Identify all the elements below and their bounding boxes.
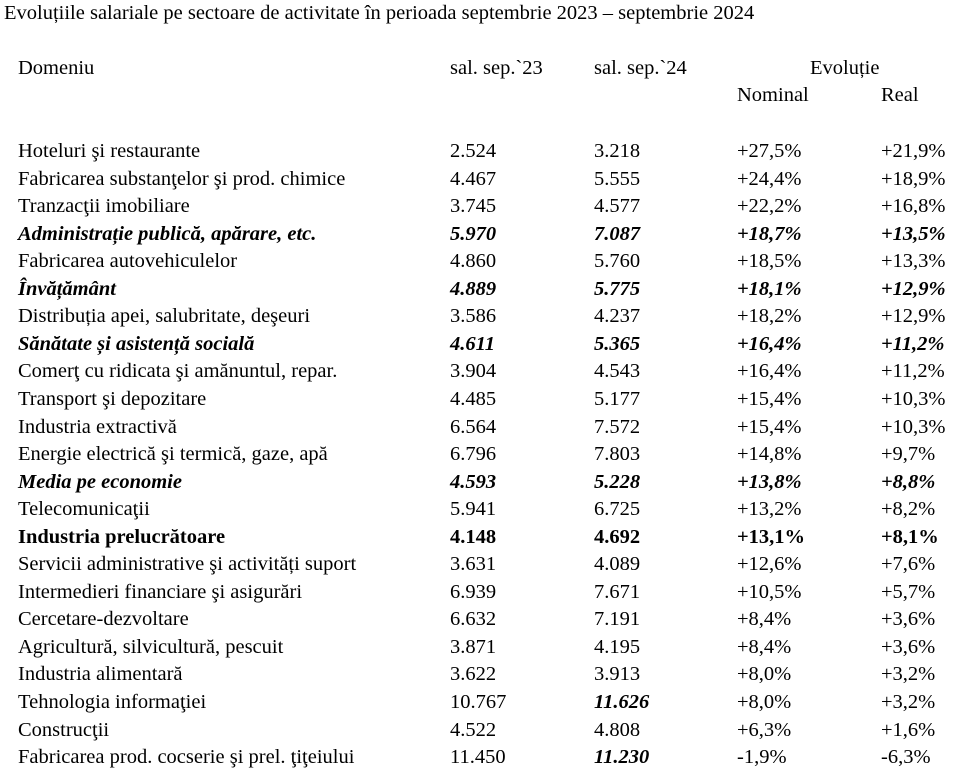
domain-cell: Intermedieri financiare şi asigurări <box>18 580 303 603</box>
domain-cell: Comerţ cu ridicata şi amănuntul, repar. <box>18 360 338 383</box>
table-row <box>0 248 964 276</box>
domain-cell: Administrație publică, apărare, etc. <box>18 222 317 245</box>
domain-cell: Servicii administrative şi activități suport <box>18 553 357 576</box>
real-change-cell: +18,9% <box>881 167 946 190</box>
salary-2023-cell: 3.631 <box>450 553 497 576</box>
table-row <box>0 166 964 194</box>
salary-2024-cell: 5.365 <box>594 332 641 355</box>
nominal-change-cell: +8,0% <box>737 691 792 713</box>
salary-2024-cell: 7.572 <box>594 415 641 438</box>
nominal-change-cell: +12,6% <box>737 553 802 576</box>
domain-cell: Agricultură, silvicultură, pescuit <box>18 635 284 658</box>
salary-2023-cell: 6.564 <box>450 415 497 438</box>
nominal-change-cell: +16,4% <box>737 332 802 355</box>
real-change-cell: +9,7% <box>881 443 936 466</box>
nominal-change-cell: +15,4% <box>737 387 802 410</box>
header-nominal: Nominal <box>737 84 809 106</box>
domain-cell: Hoteluri şi restaurante <box>18 140 201 162</box>
real-change-cell: +3,6% <box>881 635 936 658</box>
salary-2023-cell: 3.904 <box>450 360 497 383</box>
table-row <box>0 331 964 359</box>
header-salary-sep-23: sal. sep.`23 <box>450 57 543 79</box>
real-change-cell: +13,5% <box>881 222 946 245</box>
salary-2023-cell: 4.485 <box>450 387 497 410</box>
table-row <box>0 551 964 579</box>
table-row <box>0 303 964 331</box>
real-change-cell: +3,2% <box>881 663 936 686</box>
salary-2024-cell: 4.808 <box>594 718 641 741</box>
real-change-cell: +8,1% <box>881 525 939 548</box>
domain-cell: Tehnologia informaţiei <box>18 691 207 713</box>
nominal-change-cell: +8,0% <box>737 663 792 686</box>
table-row <box>0 358 964 386</box>
domain-cell: Media pe economie <box>18 470 182 493</box>
salary-2024-cell: 7.803 <box>594 443 641 466</box>
salary-2024-cell: 11.626 <box>594 691 650 713</box>
real-change-cell: +1,6% <box>881 718 936 741</box>
table-row <box>0 634 964 662</box>
salary-2023-cell: 4.611 <box>450 332 495 355</box>
real-change-cell: +8,8% <box>881 470 936 493</box>
salary-2023-cell: 11.450 <box>450 746 506 769</box>
domain-cell: Distribuția apei, salubritate, deşeuri <box>18 305 311 328</box>
salary-2024-cell: 11.230 <box>594 746 650 769</box>
salary-2024-cell: 5.775 <box>594 277 641 300</box>
salary-2024-cell: 6.725 <box>594 498 641 521</box>
nominal-change-cell: +14,8% <box>737 443 802 466</box>
salary-2023-cell: 2.524 <box>450 140 497 162</box>
salary-2024-cell: 4.195 <box>594 635 641 658</box>
domain-cell: Energie electrică şi termică, gaze, apă <box>18 443 328 466</box>
header-salary-sep-24: sal. sep.`24 <box>594 57 687 79</box>
domain-cell: Construcţii <box>18 718 110 741</box>
table-row <box>0 276 964 304</box>
nominal-change-cell: +6,3% <box>737 718 792 741</box>
table-row <box>0 744 964 772</box>
salary-2023-cell: 4.467 <box>450 167 497 190</box>
salary-2024-cell: 4.577 <box>594 195 641 218</box>
table-row <box>0 193 964 221</box>
table-row <box>0 579 964 607</box>
table-row <box>0 524 964 552</box>
table-row <box>0 689 964 717</box>
salary-2024-cell: 4.692 <box>594 525 641 548</box>
header-evolution: Evoluție <box>810 57 880 79</box>
domain-cell: Fabricarea prod. cocserie şi prel. ţiţeiului <box>18 746 355 769</box>
salary-2023-cell: 6.939 <box>450 580 497 603</box>
salary-2024-cell: 3.913 <box>594 663 641 686</box>
table-row <box>0 441 964 469</box>
domain-cell: Învățământ <box>18 277 116 300</box>
salary-2023-cell: 4.860 <box>450 250 497 273</box>
salary-2024-cell: 4.543 <box>594 360 641 383</box>
real-change-cell: +11,2% <box>881 360 945 383</box>
table-row <box>0 606 964 634</box>
salary-2023-cell: 3.622 <box>450 663 497 686</box>
nominal-change-cell: +13,1% <box>737 525 806 548</box>
document-title: Evoluțiile salariale pe sectoare de activitate în perioada septembrie 2023 – septembrie 2024 <box>4 2 755 24</box>
salary-2023-cell: 4.148 <box>450 525 497 548</box>
salary-2024-cell: 4.237 <box>594 305 641 328</box>
real-change-cell: +8,2% <box>881 498 936 521</box>
salary-2024-cell: 5.228 <box>594 470 641 493</box>
domain-cell: Tranzacţii imobiliare <box>18 195 190 218</box>
nominal-change-cell: +13,8% <box>737 470 802 493</box>
real-change-cell: +11,2% <box>881 332 945 355</box>
real-change-cell: +5,7% <box>881 580 936 603</box>
nominal-change-cell: +18,1% <box>737 277 802 300</box>
table-row <box>0 386 964 414</box>
salary-2023-cell: 10.767 <box>450 691 507 713</box>
domain-cell: Industria alimentară <box>18 663 183 686</box>
salary-2024-cell: 5.555 <box>594 167 641 190</box>
domain-cell: Industria extractivă <box>18 415 177 438</box>
salary-2024-cell: 3.218 <box>594 140 641 162</box>
nominal-change-cell: +22,2% <box>737 195 802 218</box>
table-row <box>0 138 964 166</box>
real-change-cell: +12,9% <box>881 277 946 300</box>
nominal-change-cell: +27,5% <box>737 140 802 162</box>
table-row <box>0 221 964 249</box>
real-change-cell: +7,6% <box>881 553 936 576</box>
domain-cell: Telecomunicaţii <box>18 498 150 521</box>
real-change-cell: +13,3% <box>881 250 946 273</box>
nominal-change-cell: +8,4% <box>737 608 792 631</box>
domain-cell: Industria prelucrătoare <box>18 525 226 548</box>
salary-2023-cell: 3.586 <box>450 305 497 328</box>
salary-2023-cell: 6.796 <box>450 443 497 466</box>
salary-2024-cell: 7.671 <box>594 580 641 603</box>
domain-cell: Fabricarea substanţelor şi prod. chimice <box>18 167 346 190</box>
salary-2023-cell: 5.941 <box>450 498 497 521</box>
real-change-cell: +12,9% <box>881 305 946 328</box>
salary-2023-cell: 6.632 <box>450 608 497 631</box>
nominal-change-cell: +18,7% <box>737 222 802 245</box>
real-change-cell: +10,3% <box>881 415 946 438</box>
salary-2024-cell: 4.089 <box>594 553 641 576</box>
domain-cell: Sănătate și asistență socială <box>18 332 255 355</box>
salary-2024-cell: 7.191 <box>594 608 641 631</box>
real-change-cell: +3,2% <box>881 691 936 713</box>
salary-2023-cell: 4.889 <box>450 277 497 300</box>
domain-cell: Transport şi depozitare <box>18 387 207 410</box>
salary-2023-cell: 5.970 <box>450 222 497 245</box>
salary-2023-cell: 3.871 <box>450 635 497 658</box>
table-row <box>0 469 964 497</box>
salary-2024-cell: 5.177 <box>594 387 641 410</box>
nominal-change-cell: +10,5% <box>737 580 802 603</box>
real-change-cell: +3,6% <box>881 608 936 631</box>
nominal-change-cell: +24,4% <box>737 167 802 190</box>
real-change-cell: -6,3% <box>881 746 931 769</box>
table-row <box>0 414 964 442</box>
header-domain: Domeniu <box>18 57 95 79</box>
nominal-change-cell: +18,5% <box>737 250 802 273</box>
nominal-change-cell: -1,9% <box>737 746 787 769</box>
nominal-change-cell: +16,4% <box>737 360 802 383</box>
nominal-change-cell: +8,4% <box>737 635 792 658</box>
real-change-cell: +10,3% <box>881 387 946 410</box>
salary-2023-cell: 4.593 <box>450 470 497 493</box>
domain-cell: Fabricarea autovehiculelor <box>18 250 238 273</box>
header-real: Real <box>881 84 919 106</box>
real-change-cell: +21,9% <box>881 140 946 162</box>
table-row <box>0 661 964 689</box>
salary-2023-cell: 3.745 <box>450 195 497 218</box>
salary-2024-cell: 5.760 <box>594 250 641 273</box>
nominal-change-cell: +15,4% <box>737 415 802 438</box>
salary-2023-cell: 4.522 <box>450 718 497 741</box>
salary-2024-cell: 7.087 <box>594 222 641 245</box>
domain-cell: Cercetare-dezvoltare <box>18 608 189 631</box>
nominal-change-cell: +18,2% <box>737 305 802 328</box>
real-change-cell: +16,8% <box>881 195 946 218</box>
nominal-change-cell: +13,2% <box>737 498 802 521</box>
table-row <box>0 496 964 524</box>
table-row <box>0 717 964 745</box>
